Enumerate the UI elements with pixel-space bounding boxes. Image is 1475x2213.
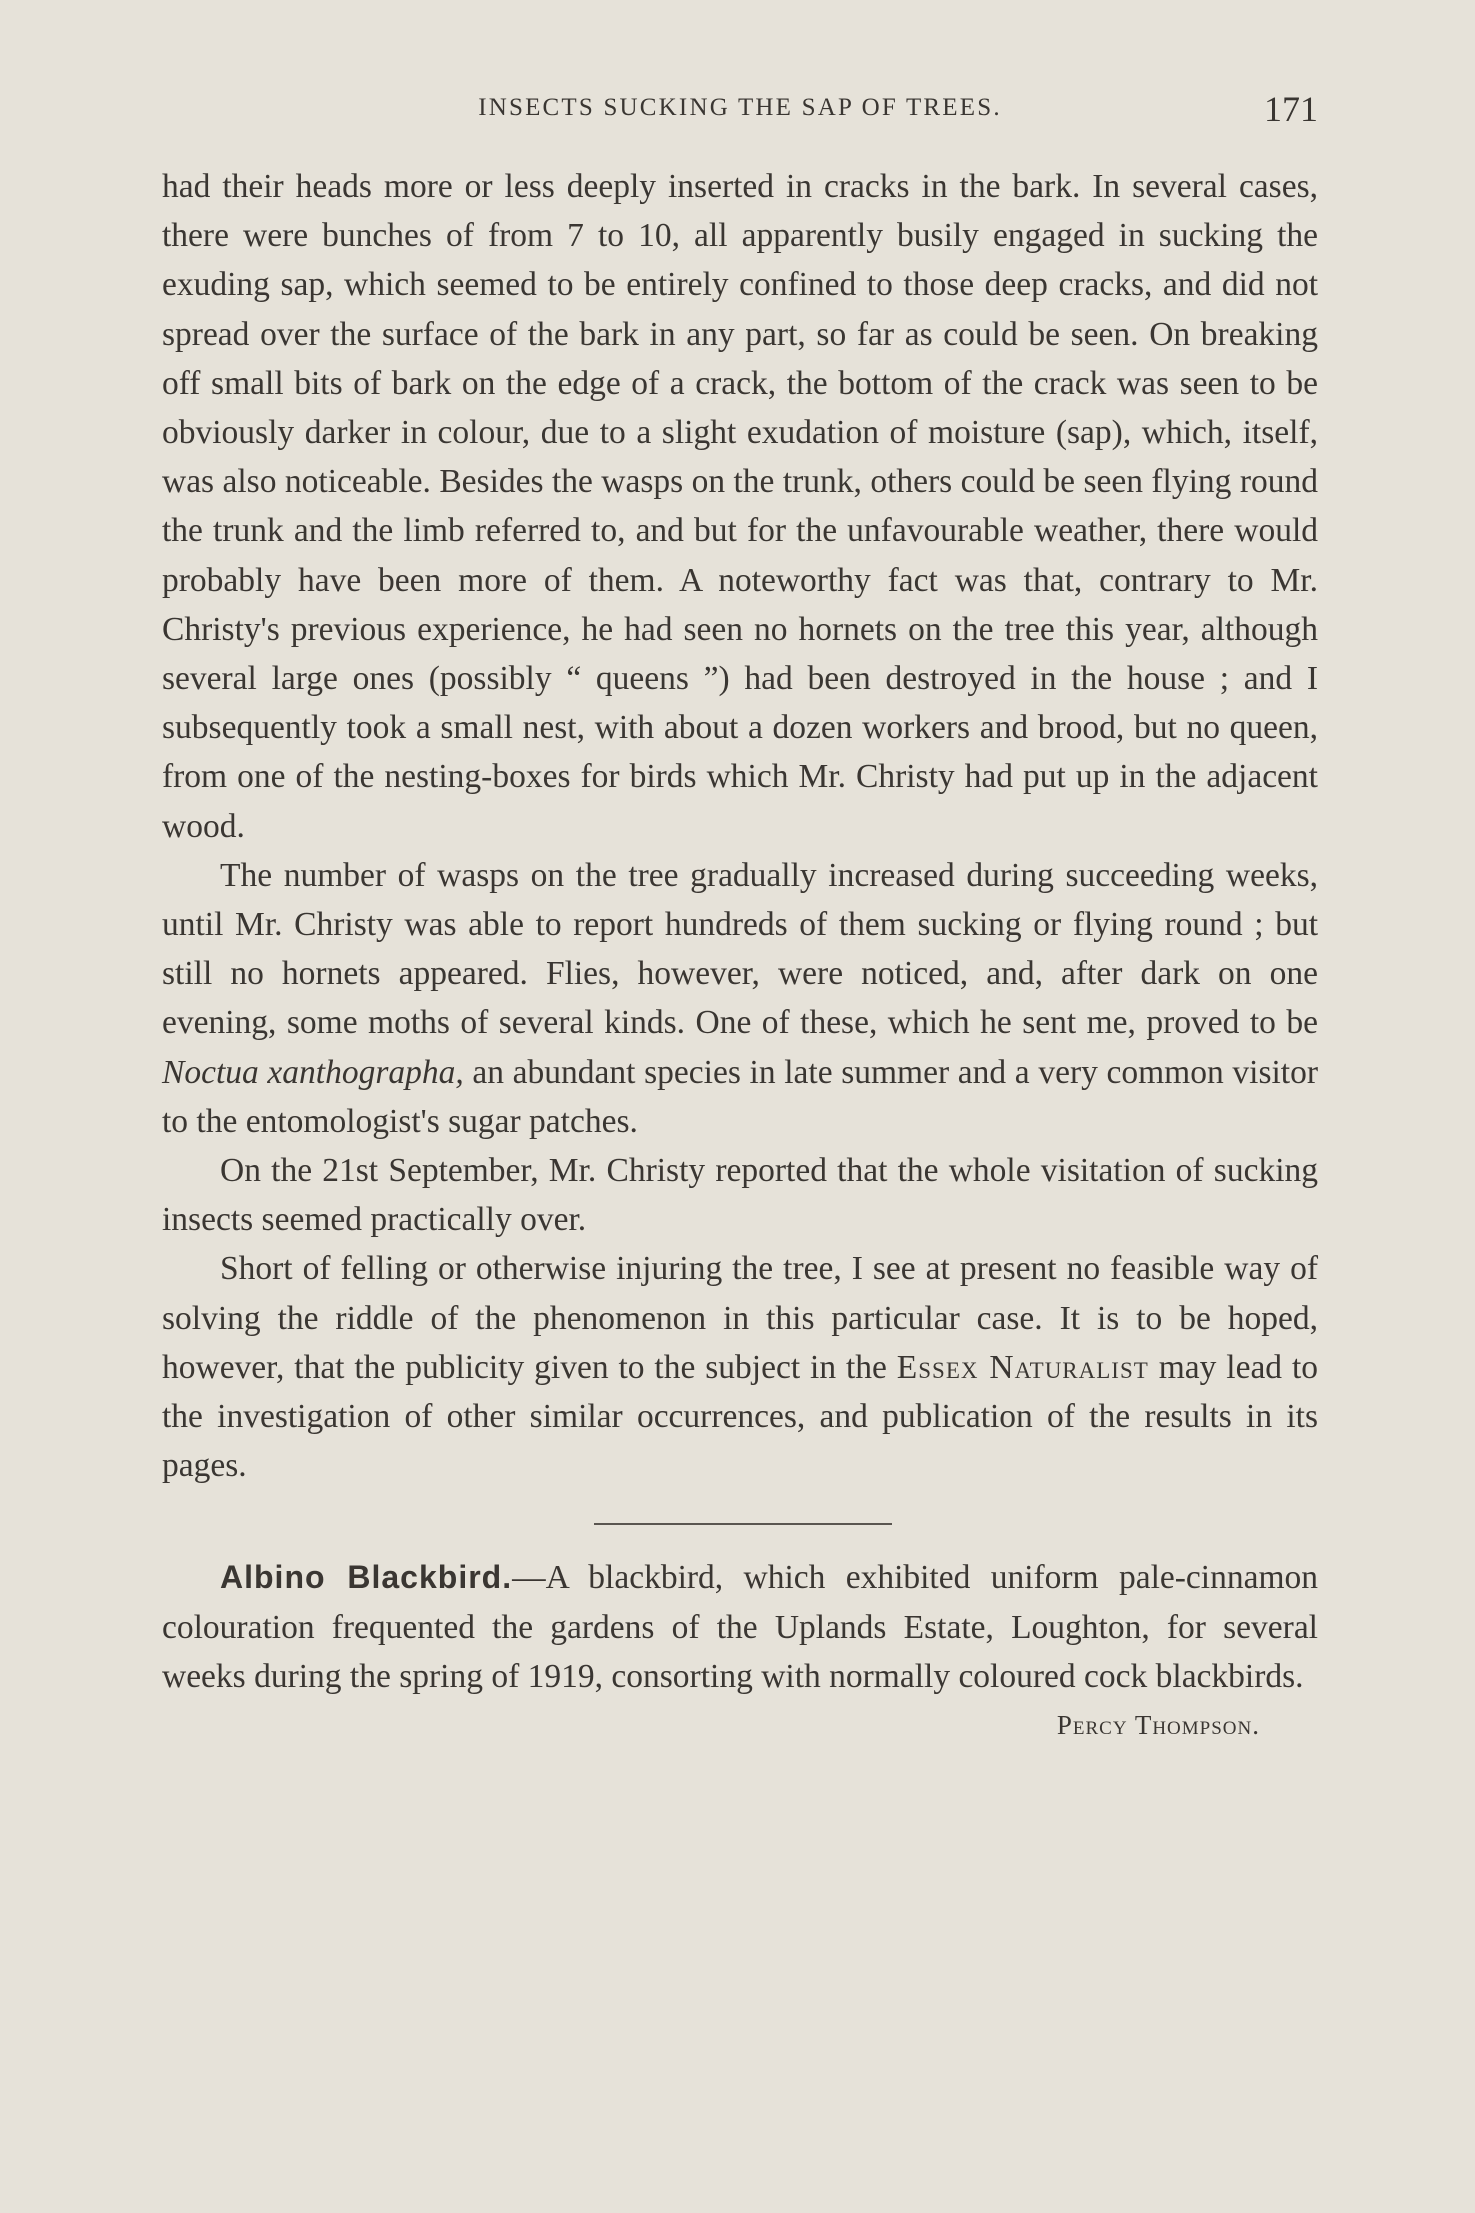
running-head: INSECTS SUCKING THE SAP OF TREES. (478, 94, 1002, 121)
journal-name: Essex Naturalist (896, 1348, 1149, 1386)
note-text: —A blackbird, which exhibited uniform pale-cinnamon colouration frequented the gardens of the Uplands Estate, Loughton, for several weeks during the spring of 1919, consorting with normally coloured cock blackbirds. (162, 1559, 1318, 1695)
page-number: 171 (1264, 89, 1318, 129)
paragraph-text: an abundant species in late summer and a very common visitor to the entomologist's sugar patches. (162, 1053, 1318, 1140)
body-text (162, 162, 1318, 1750)
author-signature: Percy Thompson. (1056, 1710, 1260, 1741)
paragraph-continued: had their heads more or less deeply inserted in cracks in the bark. In several cases, there were bunches of from 7 to 10, all apparently busily engaged in sucking the exuding sap, which seemed to be entirely confined to those deep cracks, and did not spread over the surface of the bark in any part, so far as could be seen. On breaking off small bits of bark on the edge of a crack, the bottom of the crack was seen to be obviously darker in colour, due to a slight exudation of moisture (sap), which, itself, was also noticeable. Besides the wasps on the trunk, others could be seen flying round the trunk and the limb referred to, and but for the unfavourable weather, there would probably have been more of them. A noteworthy fact was that, contrary to Mr. Christy's previous experience, he had seen no hornets on the tree this year, although several large ones (possibly “ queens ”) had been destroyed in the house ; and I subsequently took a small nest, with about a dozen workers and brood, but no queen, from one of the nesting-boxes for birds which Mr. Christy had put up in the adjacent wood. (162, 168, 1318, 845)
page-header (162, 88, 1318, 138)
paragraph-text: The number of wasps on the tree gradually increased during succeeding weeks, until Mr. Christy was able to report hundreds of them sucking or flying round ; but still no hornets appeared. Flies, however, were noticed, and, after dark on one evening, some moths of several kinds. One of these, which he sent me, proved to be (162, 856, 1318, 1042)
paragraph-september: On the 21st September, Mr. Christy reported that the whole visitation of sucking insects seemed practically over. (162, 1152, 1318, 1239)
paragraph-text: may lead to the investigation of other similar occurrences, and publication of the results in its pages. (162, 1348, 1319, 1485)
paragraph-text: Short of felling or otherwise injuring the tree, I see at present no feasible way of solving the riddle of the phenomenon in this particular case. It is to be hoped, however, that the publicity given to the subject in the (162, 1250, 1318, 1386)
note-heading: Albino Blackbird. (220, 1559, 513, 1596)
species-name: Noctua xanthographa, (162, 1053, 464, 1091)
paragraph-conclusion (162, 1244, 1318, 1490)
note-albino-blackbird (162, 1553, 1318, 1701)
paragraph-wasps-increase (162, 851, 1318, 1146)
section-divider (594, 1523, 892, 1525)
